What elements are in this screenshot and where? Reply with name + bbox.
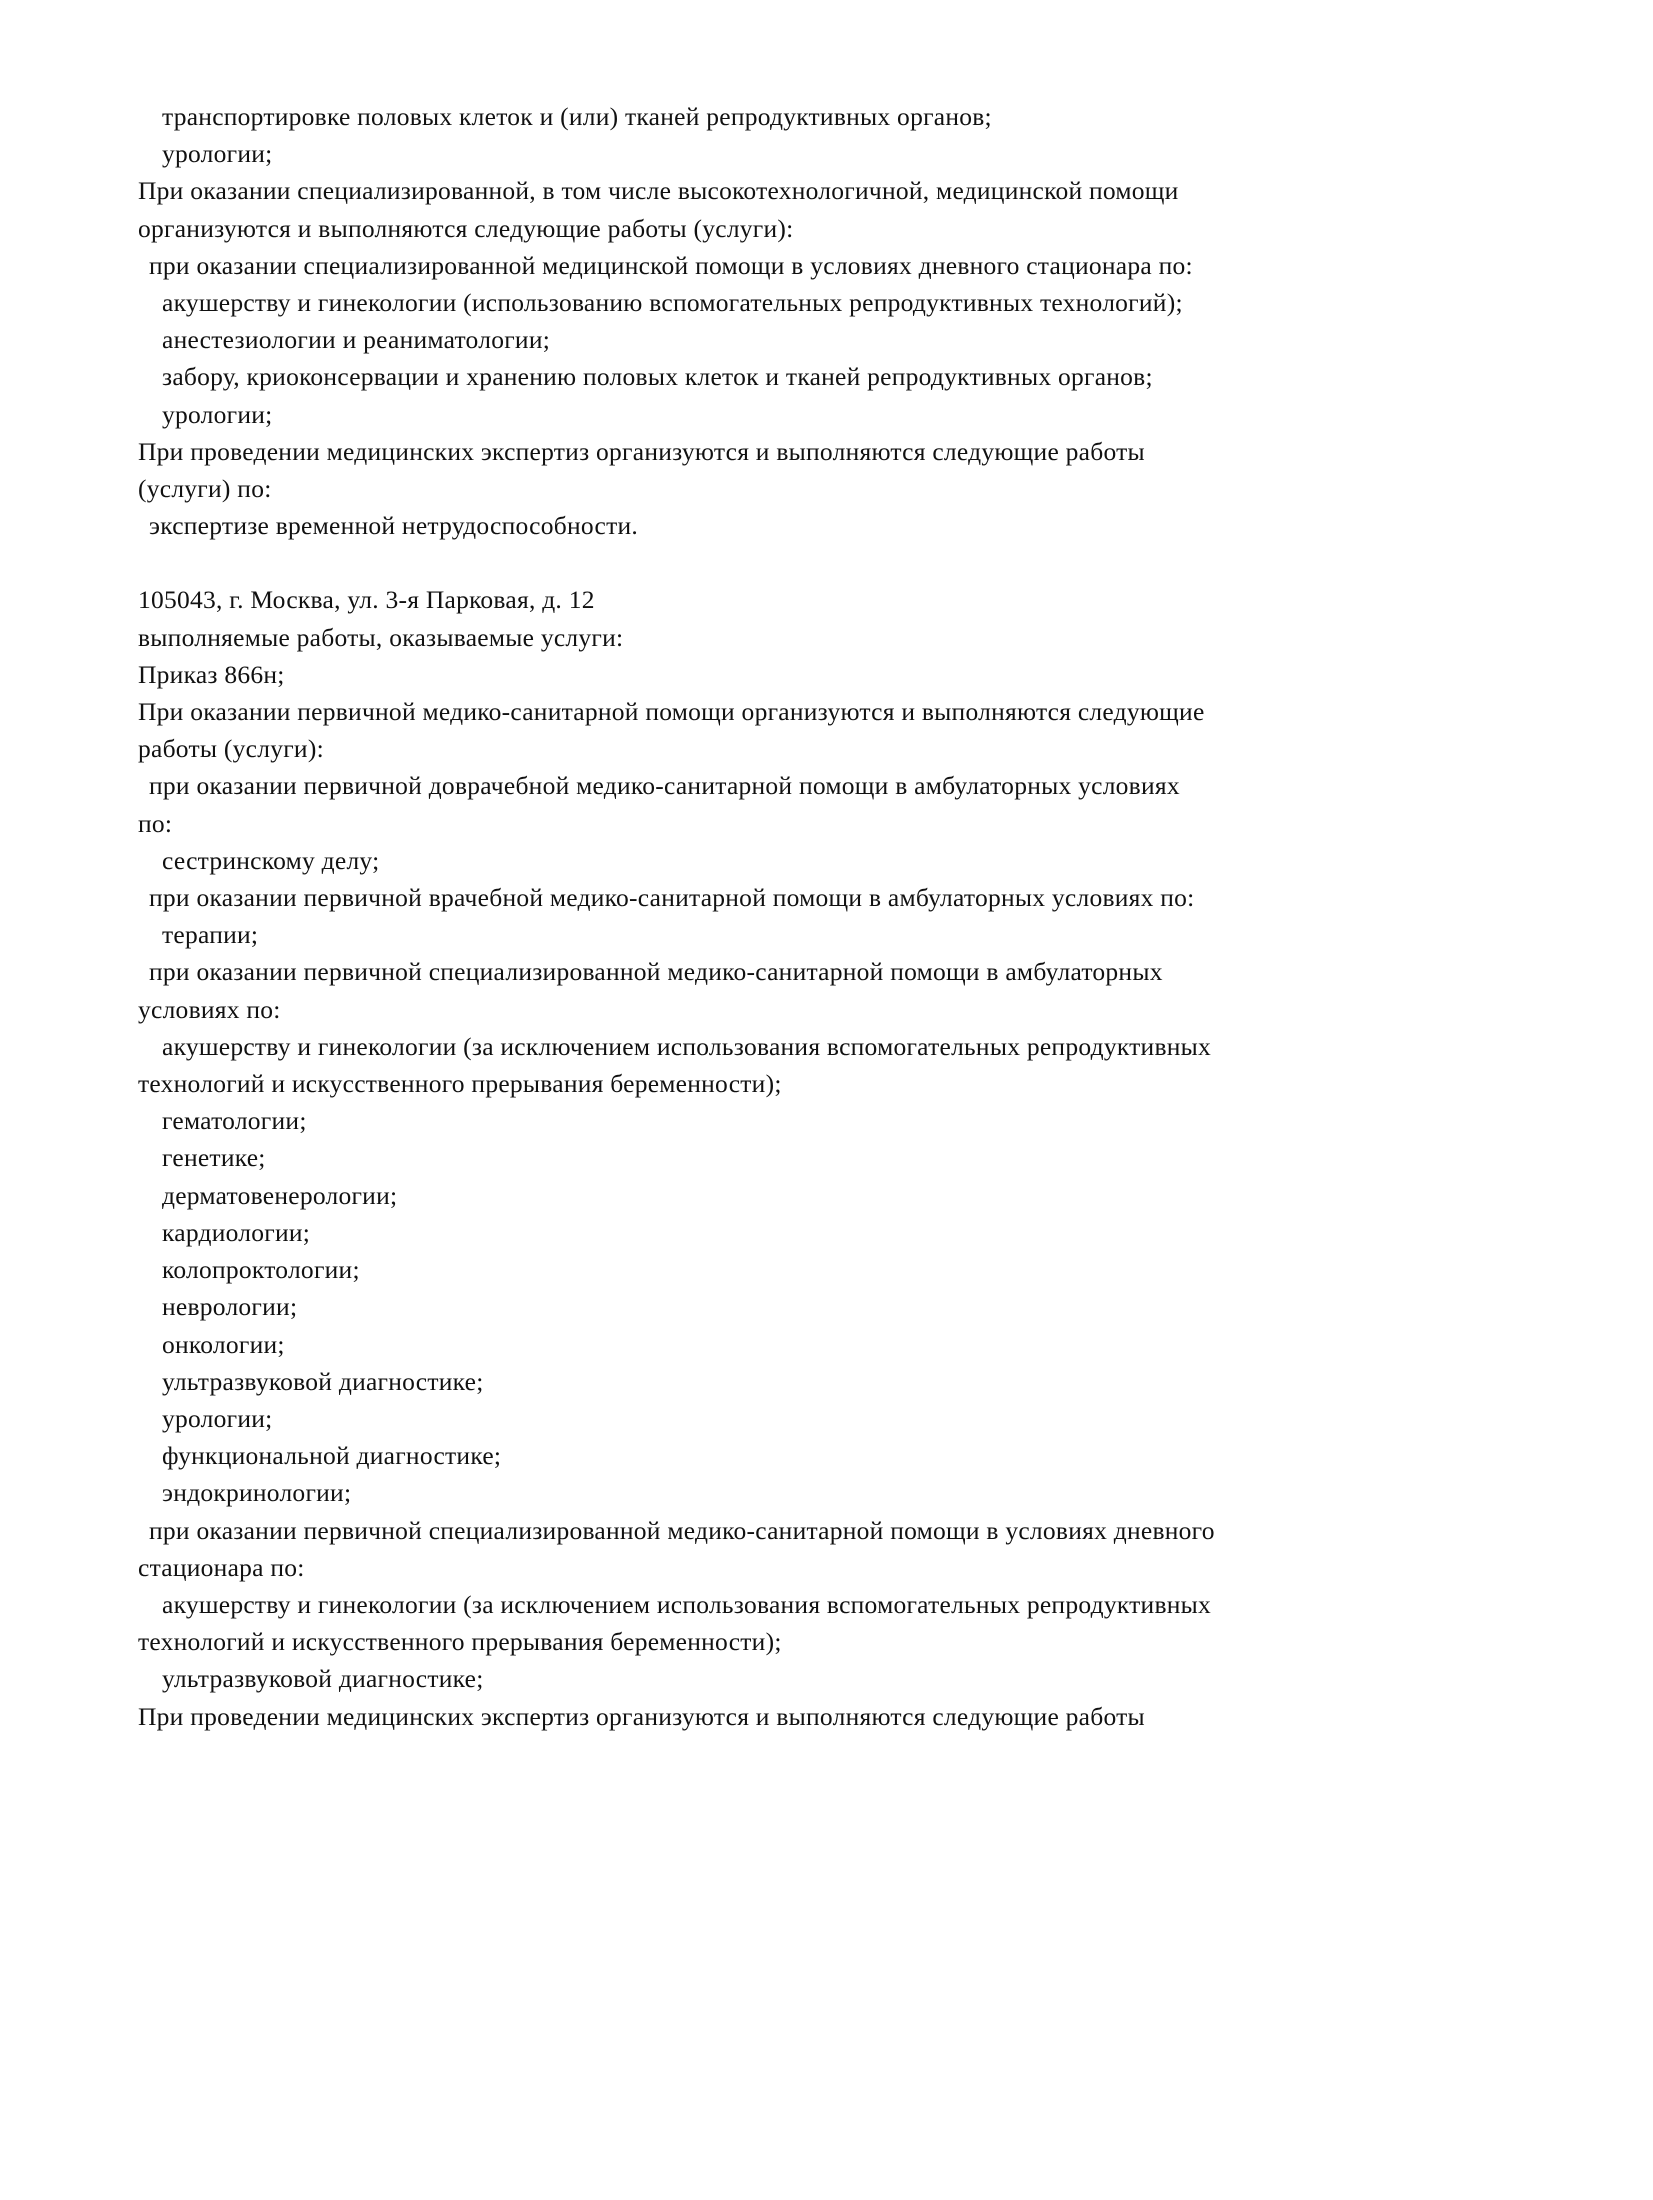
document-line: генетике; xyxy=(162,1143,266,1173)
document-line: при оказании первичной доврачебной медико-санитарной помощи в амбулаторных условиях xyxy=(149,771,1180,801)
document-line: При оказании первичной медико-санитарной помощи организуются и выполняются следующие xyxy=(138,697,1205,727)
document-line: терапии; xyxy=(162,920,259,950)
document-line: онкологии; xyxy=(162,1329,285,1359)
document-line: акушерству и гинекологии (за исключением использования вспомогательных репродуктивных xyxy=(162,1589,1212,1619)
address-section-block xyxy=(138,581,1528,1734)
document-line: работы (услуги): xyxy=(138,734,324,764)
document-line: (услуги) по: xyxy=(138,474,272,504)
document-line: при оказании первичной врачебной медико-санитарной помощи в амбулаторных условиях по: xyxy=(149,883,1195,913)
document-line: организуются и выполняются следующие работы (услуги): xyxy=(138,213,794,243)
paragraph-spacer xyxy=(138,544,1528,581)
document-line: урологии; xyxy=(162,1403,273,1433)
document-line: урологии; xyxy=(162,399,273,429)
document-line: дерматовенерологии; xyxy=(162,1180,398,1210)
document-line: колопроктологии; xyxy=(162,1255,360,1285)
document-line: кардиологии; xyxy=(162,1217,311,1247)
document-line: эндокринологии; xyxy=(162,1478,352,1508)
document-line: Приказ 866н; xyxy=(138,659,285,689)
document-line: транспортировке половых клеток и (или) тканей репродуктивных органов; xyxy=(162,102,992,131)
document-line: условиях по: xyxy=(138,994,281,1024)
document-line: При проведении медицинских экспертиз организуются и выполняются следующие работы xyxy=(138,1701,1145,1731)
document-line: при оказании специализированной медицинской помощи в условиях дневного стационара по: xyxy=(149,250,1193,280)
document-line: при оказании первичной специализированной медико-санитарной помощи в амбулаторных xyxy=(149,957,1163,987)
document-line: сестринскому делу; xyxy=(162,845,380,875)
document-line: При проведении медицинских экспертиз организуются и выполняются следующие работы xyxy=(138,436,1145,466)
document-line: стационара по: xyxy=(138,1552,305,1582)
document-line: ультразвуковой диагностике; xyxy=(162,1664,484,1694)
document-line: при оказании первичной специализированной медико-санитарной помощи в условиях дневного xyxy=(149,1515,1215,1545)
document-line: экспертизе временной нетрудоспособности. xyxy=(149,511,639,541)
document-line: забору, криоконсервации и хранению половых клеток и тканей репродуктивных органов; xyxy=(162,362,1153,392)
document-line: функциональной диагностике; xyxy=(162,1441,502,1471)
document-line: по: xyxy=(138,808,173,838)
document-line: 105043, г. Москва, ул. 3-я Парковая, д. 12 xyxy=(138,585,595,615)
document-line: ультразвуковой диагностике; xyxy=(162,1366,484,1396)
document-line: анестезиологии и реаниматологии; xyxy=(162,325,551,355)
document-text-body xyxy=(138,98,1528,1735)
document-line: технологий и искусственного прерывания беременности); xyxy=(138,1069,782,1099)
continuation-specialized-care-block xyxy=(138,98,1528,544)
document-line: акушерству и гинекологии (за исключением использования вспомогательных репродуктивных xyxy=(162,1031,1212,1061)
document-line: урологии; xyxy=(162,139,273,169)
document-line: При оказании специализированной, в том числе высокотехнологичной, медицинской помощи xyxy=(138,176,1179,206)
document-line: акушерству и гинекологии (использованию вспомогательных репродуктивных технологий); xyxy=(162,288,1183,318)
document-line: гематологии; xyxy=(162,1106,307,1136)
document-line: выполняемые работы, оказываемые услуги: xyxy=(138,622,624,652)
document-line: неврологии; xyxy=(162,1292,298,1322)
document-line: технологий и искусственного прерывания беременности); xyxy=(138,1627,782,1657)
